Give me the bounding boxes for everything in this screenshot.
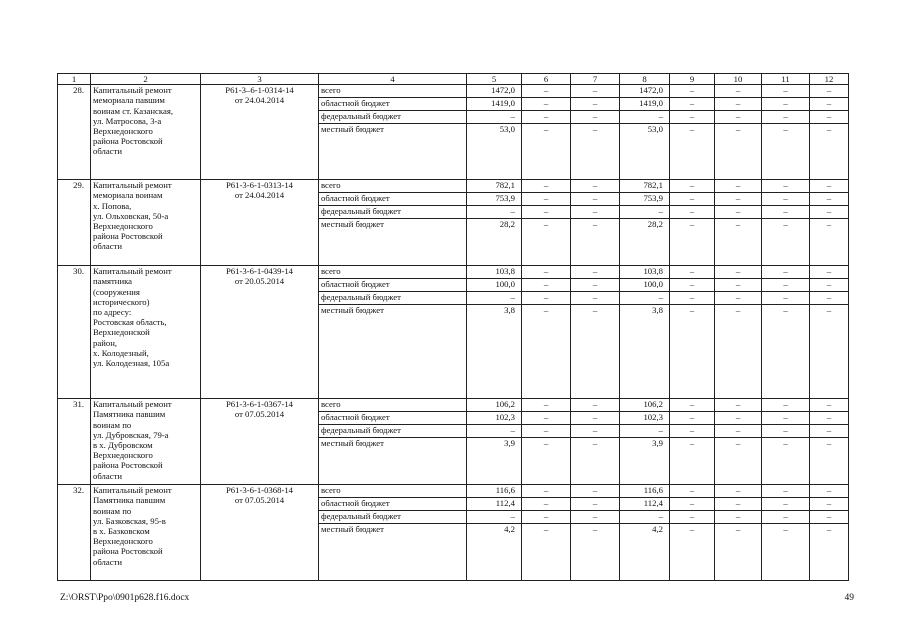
document-reference-line: от 20.05.2014: [234, 276, 285, 287]
amount-col11: –: [762, 193, 810, 206]
amount-total: –: [467, 292, 522, 305]
amount-col9: –: [670, 266, 715, 279]
document-reference-line: Р61-3–6-1-0314-14: [225, 85, 294, 96]
object-description-line: памятника: [93, 276, 133, 287]
col-header: 2: [91, 74, 201, 85]
amount-col9: –: [670, 524, 715, 581]
amount-col8: 28,2: [620, 219, 670, 266]
amount-col7: –: [571, 124, 620, 180]
amount-col12: –: [810, 124, 849, 180]
col-header: 6: [522, 74, 571, 85]
amount-col12: –: [810, 85, 849, 98]
object-description-line: ул. Колодезная, 105а: [93, 358, 170, 369]
col-header: 10: [715, 74, 762, 85]
document-reference-line: Р61-3-6-1-0368-14: [225, 485, 294, 496]
amount-col8: 3,9: [620, 438, 670, 485]
document-reference-line: Р61-3-6-1-0367-14: [225, 399, 294, 410]
amount-col7: –: [571, 219, 620, 266]
amount-col6: –: [522, 498, 571, 511]
object-description-line: Верхнедонской: [93, 327, 150, 338]
object-description-line: по адресу:: [93, 307, 132, 318]
amount-col8: –: [620, 511, 670, 524]
amount-total: –: [467, 511, 522, 524]
amount-total: 4,2: [467, 524, 522, 581]
amount-col6: –: [522, 292, 571, 305]
object-description-line: области: [93, 470, 123, 481]
document-reference-line: от 07.05.2014: [234, 495, 285, 506]
amount-col7: –: [571, 485, 620, 498]
col-header: 5: [467, 74, 522, 85]
amount-col6: –: [522, 438, 571, 485]
amount-col10: –: [715, 412, 762, 425]
amount-col9: –: [670, 219, 715, 266]
amount-col10: –: [715, 498, 762, 511]
amount-col8: –: [620, 206, 670, 219]
amount-total: 112,4: [467, 498, 522, 511]
object-description: [91, 399, 201, 485]
object-description-line: района Ростовской: [93, 136, 163, 147]
row-number: 32.: [58, 485, 91, 581]
object-description-line: в х. Дубровском: [93, 440, 153, 451]
amount-col8: 102,3: [620, 412, 670, 425]
amount-col7: –: [571, 279, 620, 292]
amount-col7: –: [571, 111, 620, 124]
amount-col9: –: [670, 292, 715, 305]
amount-col10: –: [715, 485, 762, 498]
amount-col11: –: [762, 98, 810, 111]
table-row: [58, 266, 849, 279]
amount-col10: –: [715, 511, 762, 524]
amount-col7: –: [571, 193, 620, 206]
object-description-line: области: [93, 146, 123, 157]
document-reference: [201, 266, 319, 399]
table-row: [58, 399, 849, 412]
amount-col6: –: [522, 399, 571, 412]
amount-col6: –: [522, 511, 571, 524]
amount-col9: –: [670, 425, 715, 438]
document-reference: [201, 85, 319, 180]
object-description-line: Капитальный ремонт: [93, 266, 172, 277]
funding-source: всего: [319, 85, 467, 98]
amount-col8: –: [620, 111, 670, 124]
amount-col11: –: [762, 85, 810, 98]
column-number-header: [58, 74, 849, 85]
amount-col12: –: [810, 412, 849, 425]
amount-col8: 53,0: [620, 124, 670, 180]
amount-col12: –: [810, 292, 849, 305]
page-number: 49: [844, 593, 854, 603]
funding-source: всего: [319, 180, 467, 193]
amount-col9: –: [670, 511, 715, 524]
amount-total: 753,9: [467, 193, 522, 206]
amount-col7: –: [571, 85, 620, 98]
amount-col12: –: [810, 425, 849, 438]
amount-col9: –: [670, 98, 715, 111]
funding-source: областной бюджет: [319, 193, 467, 206]
amount-col6: –: [522, 111, 571, 124]
amount-col6: –: [522, 485, 571, 498]
amount-col7: –: [571, 180, 620, 193]
amount-col8: 753,9: [620, 193, 670, 206]
object-description: [91, 180, 201, 266]
funding-source: всего: [319, 485, 467, 498]
amount-col9: –: [670, 438, 715, 485]
document-reference-line: Р61-3-6-1-0313-14: [225, 180, 294, 191]
amount-col11: –: [762, 111, 810, 124]
amount-col11: –: [762, 524, 810, 581]
amount-total: 53,0: [467, 124, 522, 180]
amount-col9: –: [670, 180, 715, 193]
funding-source: местный бюджет: [319, 305, 467, 399]
object-description-line: Капитальный ремонт: [93, 485, 172, 496]
amount-col11: –: [762, 399, 810, 412]
amount-col12: –: [810, 399, 849, 412]
amount-col8: 782,1: [620, 180, 670, 193]
amount-col7: –: [571, 412, 620, 425]
amount-col9: –: [670, 85, 715, 98]
table-row: [58, 485, 849, 498]
amount-col8: 103,8: [620, 266, 670, 279]
table-row: [58, 85, 849, 98]
amount-col8: 1419,0: [620, 98, 670, 111]
amount-total: 116,6: [467, 485, 522, 498]
amount-col6: –: [522, 305, 571, 399]
object-description-line: Капитальный ремонт: [93, 85, 172, 96]
object-description-line: район,: [93, 337, 118, 348]
amount-total: –: [467, 111, 522, 124]
amount-col6: –: [522, 524, 571, 581]
amount-col9: –: [670, 279, 715, 292]
amount-total: 100,0: [467, 279, 522, 292]
amount-col11: –: [762, 124, 810, 180]
object-description-line: Ростовская область,: [93, 317, 167, 328]
amount-col12: –: [810, 98, 849, 111]
amount-col7: –: [571, 266, 620, 279]
amount-col11: –: [762, 279, 810, 292]
amount-total: 3,8: [467, 305, 522, 399]
amount-col6: –: [522, 85, 571, 98]
amount-col6: –: [522, 412, 571, 425]
funding-source: местный бюджет: [319, 219, 467, 266]
amount-col10: –: [715, 85, 762, 98]
amount-total: 1472,0: [467, 85, 522, 98]
object-description-line: ул. Базковская, 95-в: [93, 515, 166, 526]
amount-col10: –: [715, 438, 762, 485]
amount-col9: –: [670, 412, 715, 425]
col-header: 8: [620, 74, 670, 85]
funding-source: областной бюджет: [319, 498, 467, 511]
amount-col8: –: [620, 425, 670, 438]
funding-source: всего: [319, 399, 467, 412]
object-description-line: Капитальный ремонт: [93, 399, 172, 410]
amount-col11: –: [762, 219, 810, 266]
amount-total: 782,1: [467, 180, 522, 193]
row-number: 30.: [58, 266, 91, 399]
object-description-line: Верхнедонского: [93, 450, 153, 461]
object-description-line: исторического): [93, 296, 150, 307]
amount-col11: –: [762, 412, 810, 425]
row-number: 29.: [58, 180, 91, 266]
amount-col6: –: [522, 98, 571, 111]
amount-col9: –: [670, 399, 715, 412]
amount-col11: –: [762, 498, 810, 511]
amount-col12: –: [810, 438, 849, 485]
amount-col6: –: [522, 180, 571, 193]
amount-col12: –: [810, 193, 849, 206]
object-description-line: области: [93, 241, 123, 252]
object-description-line: Верхнедонского: [93, 536, 153, 547]
amount-col6: –: [522, 266, 571, 279]
amount-col11: –: [762, 266, 810, 279]
object-description-line: воинам ст. Казанская,: [93, 105, 173, 116]
object-description-line: в х. Базковском: [93, 526, 150, 537]
object-description-line: района Ростовской: [93, 546, 163, 557]
funding-source: федеральный бюджет: [319, 111, 467, 124]
col-header: 1: [58, 74, 91, 85]
amount-col12: –: [810, 279, 849, 292]
amount-col6: –: [522, 193, 571, 206]
object-description-line: воинам по: [93, 419, 132, 430]
amount-col12: –: [810, 206, 849, 219]
object-description-line: Верхнедонского: [93, 126, 153, 137]
document-reference-line: от 24.04.2014: [234, 95, 285, 106]
amount-col10: –: [715, 425, 762, 438]
funding-source: местный бюджет: [319, 524, 467, 581]
object-description-line: (сооружения: [93, 286, 140, 297]
amount-col7: –: [571, 292, 620, 305]
object-description-line: воинам по: [93, 505, 132, 516]
amount-col11: –: [762, 292, 810, 305]
funding-source: федеральный бюджет: [319, 511, 467, 524]
object-description-line: района Ростовской: [93, 460, 163, 471]
funding-source: областной бюджет: [319, 98, 467, 111]
amount-col12: –: [810, 180, 849, 193]
object-description-line: ул. Ольховская, 50-а: [93, 210, 169, 221]
amount-col12: –: [810, 511, 849, 524]
amount-col10: –: [715, 206, 762, 219]
row-number: 28.: [58, 85, 91, 180]
amount-col7: –: [571, 399, 620, 412]
object-description-line: мемориала павшим: [93, 95, 165, 106]
col-header: 12: [810, 74, 849, 85]
amount-col12: –: [810, 498, 849, 511]
object-description-line: ул. Дубровская, 79-а: [93, 429, 169, 440]
amount-col6: –: [522, 206, 571, 219]
amount-total: 102,3: [467, 412, 522, 425]
amount-col12: –: [810, 266, 849, 279]
funding-source: местный бюджет: [319, 438, 467, 485]
object-description-line: области: [93, 556, 123, 567]
amount-col9: –: [670, 206, 715, 219]
col-header: 7: [571, 74, 620, 85]
amount-col11: –: [762, 485, 810, 498]
amount-col7: –: [571, 305, 620, 399]
amount-col8: 106,2: [620, 399, 670, 412]
amount-total: 3,9: [467, 438, 522, 485]
amount-col11: –: [762, 511, 810, 524]
amount-col6: –: [522, 219, 571, 266]
funding-source: областной бюджет: [319, 412, 467, 425]
amount-col10: –: [715, 399, 762, 412]
amount-col9: –: [670, 124, 715, 180]
amount-col8: 100,0: [620, 279, 670, 292]
amount-col10: –: [715, 279, 762, 292]
amount-col6: –: [522, 425, 571, 438]
amount-col7: –: [571, 206, 620, 219]
amount-col10: –: [715, 180, 762, 193]
funding-source: областной бюджет: [319, 279, 467, 292]
amount-col11: –: [762, 425, 810, 438]
amount-col9: –: [670, 111, 715, 124]
amount-col11: –: [762, 438, 810, 485]
document-reference: [201, 180, 319, 266]
document-reference: [201, 485, 319, 581]
funding-source: федеральный бюджет: [319, 292, 467, 305]
document-reference-line: от 07.05.2014: [234, 409, 285, 420]
amount-col7: –: [571, 425, 620, 438]
object-description-line: мемориала воинам: [93, 190, 163, 201]
col-header: 4: [319, 74, 467, 85]
amount-total: –: [467, 206, 522, 219]
object-description-line: Капитальный ремонт: [93, 180, 172, 191]
object-description-line: ул. Матросова, 3-а: [93, 115, 162, 126]
amount-col12: –: [810, 485, 849, 498]
amount-col8: –: [620, 292, 670, 305]
object-description: [91, 85, 201, 180]
amount-col8: 3,8: [620, 305, 670, 399]
amount-col10: –: [715, 219, 762, 266]
amount-col9: –: [670, 193, 715, 206]
funding-source: федеральный бюджет: [319, 206, 467, 219]
amount-col8: 112,4: [620, 498, 670, 511]
col-header: 9: [670, 74, 715, 85]
funding-source: всего: [319, 266, 467, 279]
amount-col10: –: [715, 524, 762, 581]
amount-col11: –: [762, 305, 810, 399]
amount-col10: –: [715, 305, 762, 399]
object-description-line: района Ростовской: [93, 231, 163, 242]
amount-col10: –: [715, 98, 762, 111]
amount-col8: 116,6: [620, 485, 670, 498]
amount-col7: –: [571, 438, 620, 485]
amount-col10: –: [715, 124, 762, 180]
amount-total: –: [467, 425, 522, 438]
object-description-line: Памятника павшим: [93, 495, 166, 506]
funding-source: местный бюджет: [319, 124, 467, 180]
amount-col7: –: [571, 498, 620, 511]
document-reference-line: от 24.04.2014: [234, 190, 285, 201]
object-description: [91, 485, 201, 581]
amount-col9: –: [670, 498, 715, 511]
amount-col8: 4,2: [620, 524, 670, 581]
object-description: [91, 266, 201, 399]
amount-col12: –: [810, 219, 849, 266]
object-description-line: Верхнедонского: [93, 221, 153, 232]
amount-col11: –: [762, 180, 810, 193]
col-header: 11: [762, 74, 810, 85]
amount-col7: –: [571, 511, 620, 524]
amount-col7: –: [571, 524, 620, 581]
amount-col10: –: [715, 111, 762, 124]
object-description-line: х. Колодезный,: [93, 347, 149, 358]
amount-col11: –: [762, 206, 810, 219]
amount-total: 106,2: [467, 399, 522, 412]
amount-col6: –: [522, 279, 571, 292]
object-description-line: х. Попова,: [93, 200, 132, 211]
funding-source: федеральный бюджет: [319, 425, 467, 438]
amount-col7: –: [571, 98, 620, 111]
budget-table: [57, 73, 849, 581]
amount-col10: –: [715, 292, 762, 305]
amount-col10: –: [715, 266, 762, 279]
amount-col9: –: [670, 485, 715, 498]
table-row: [58, 180, 849, 193]
amount-col12: –: [810, 305, 849, 399]
amount-total: 103,8: [467, 266, 522, 279]
document-reference-line: Р61-3-6-1-0439-14: [225, 266, 294, 277]
col-header: 3: [201, 74, 319, 85]
amount-col8: 1472,0: [620, 85, 670, 98]
amount-total: 1419,0: [467, 98, 522, 111]
row-number: 31.: [58, 399, 91, 485]
amount-total: 28,2: [467, 219, 522, 266]
amount-col9: –: [670, 305, 715, 399]
object-description-line: Памятника павшим: [93, 409, 166, 420]
amount-col12: –: [810, 111, 849, 124]
document-reference: [201, 399, 319, 485]
amount-col6: –: [522, 124, 571, 180]
file-path-footer: Z:\ORST\Ppo\0901p628.f16.docx: [60, 593, 190, 603]
amount-col10: –: [715, 193, 762, 206]
amount-col12: –: [810, 524, 849, 581]
